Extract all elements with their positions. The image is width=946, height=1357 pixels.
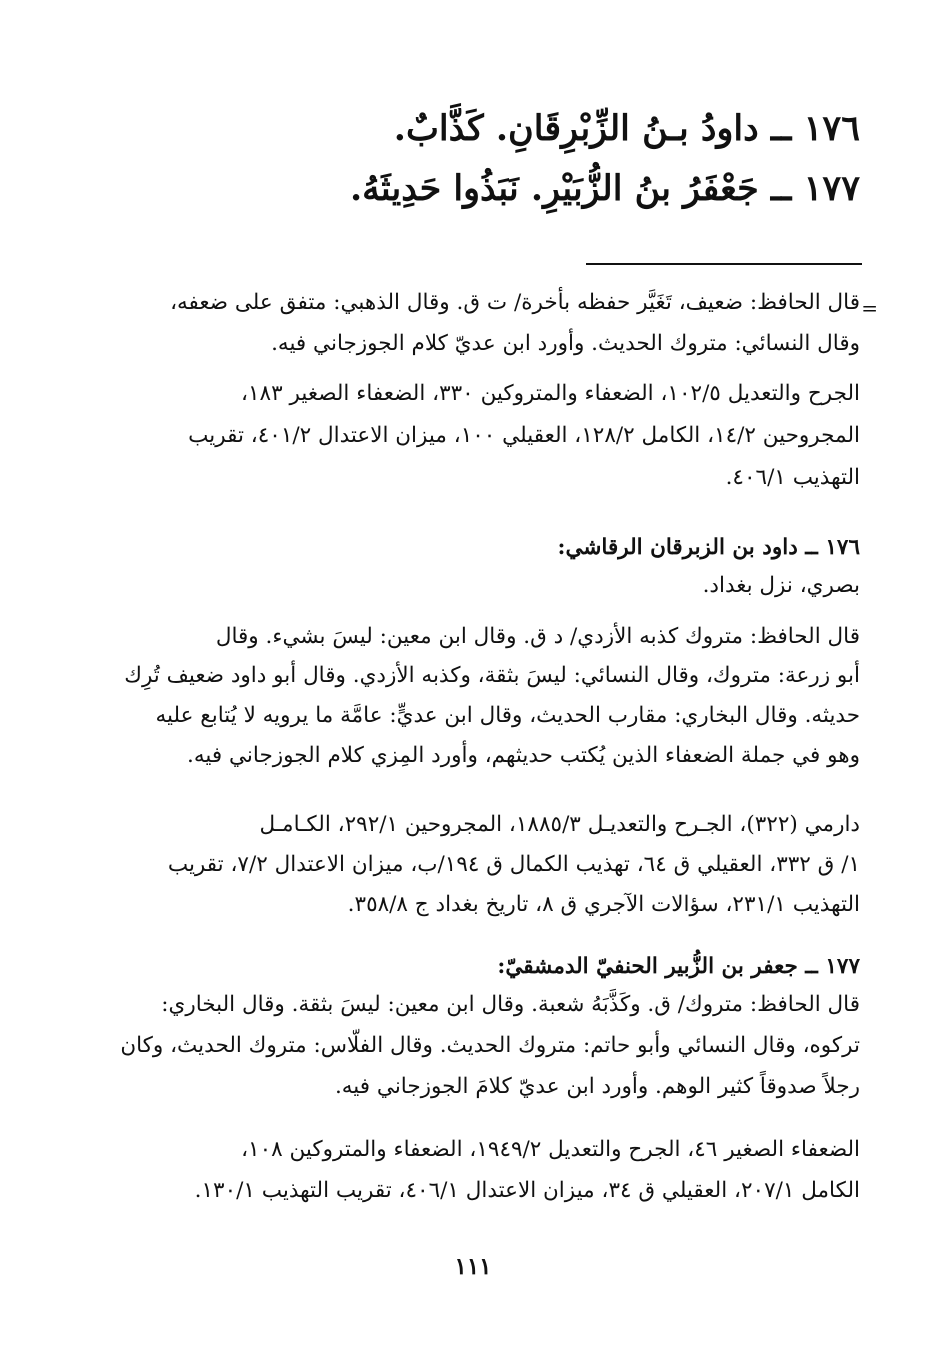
footnote-line: التهذيب ٢٣١/١، سؤالات الآجري ق ٨، تاريخ بغداد ج ٣٥٨/٨.	[347, 892, 860, 917]
main-entry-177: ١٧٧ ــ جَعْفَرُ بنُ الزُّبَيْرِ. نَبَذُوا حَدِيثَهُ.	[349, 168, 860, 209]
footnote-line: الجرح والتعديل ١٠٢/٥، الضعفاء والمتروكين ٣٣٠، الضعفاء الصغير ١٨٣،	[241, 381, 860, 406]
footnote-line: قال الحافظ: ضعيف، تَغَيَّر حفظه بأخرة/ ت ق. وقال الذهبي: متفق على ضعفه،	[170, 290, 860, 315]
footnote-line: وقال النسائي: متروك الحديث. وأورد ابن عديّ كلام الجوزجاني فيه.	[271, 331, 860, 356]
footnote-entry-heading-177: ١٧٧ ــ جعفر بن الزُّبير الحنفيّ الدمشقيّ:	[497, 954, 860, 979]
page-number: ١١١	[454, 1253, 492, 1280]
footnote-line: التهذيب ٤٠٦/١.	[725, 465, 860, 490]
footnote-line: الضعفاء الصغير ٤٦، الجرح والتعديل ١٩٤٩/٢، الضعفاء والمتروكين ١٠٨،	[241, 1137, 860, 1162]
footnote-line: بصري، نزل بغداد.	[702, 573, 860, 598]
footnote-line: وهو في جملة الضعفاء الذين يُكتب حديثهم، وأورد المِزي كلام الجوزجاني فيه.	[187, 743, 860, 768]
footnote-line: الكامل ٢٠٧/١، العقيلي ق ٣٤، ميزان الاعتدال ٤٠٦/١، تقريب التهذيب ١٣٠/١.	[194, 1178, 860, 1203]
footnote-line: تركوه، وقال النسائي وأبو حاتم: متروك الحديث. وقال الفلّاس: متروك الحديث، وكان	[120, 1033, 860, 1058]
footnote-line: قال الحافظ: متروك كذبه الأزدي/ د ق. وقال ابن معين: ليسَ بشيء. وقال	[215, 624, 860, 649]
footnote-line: رجلاً صدوقاً كثير الوهم. وأورد ابن عديّ كلامَ الجوزجاني فيه.	[334, 1074, 860, 1099]
footnote-line: المجروحين ١٤/٢، الكامل ١٢٨/٢، العقيلي ١٠٠، ميزان الاعتدال ٤٠١/٢، تقريب	[188, 423, 860, 448]
footnote-line: ١/ ق ٣٣٢، العقيلي ق ٦٤، تهذيب الكمال ق ١٩٤/ب، ميزان الاعتدال ٧/٢، تقريب	[167, 852, 860, 877]
footnote-line: حديثه. وقال البخاري: مقارب الحديث، وقال ابن عديٍّ: عامَّة ما يرويه لا يُتابع عليه	[155, 703, 860, 728]
main-entry-176: ١٧٦ ــ داودُ بـنُ الزِّبْرِقَانِ. كَذَّابٌ.	[393, 108, 860, 149]
footnote-line: قال الحافظ: متروك/ ق. وكَذَّبَهُ شعبة. وقال ابن معين: ليسَ بثقة. وقال البخاري:	[161, 992, 860, 1017]
footnote-line: أبو زرعة: متروك، وقال النسائي: ليسَ بثقة، وكذبه الأزدي. وقال أبو داود ضعيف تُرِك	[124, 663, 860, 688]
footnote-separator	[586, 263, 862, 265]
footnote-line: دارمي (٣٢٢)، الجـرح والتعديـل ١٨٨٥/٣، المجروحين ٢٩٢/١، الكـامـل	[259, 812, 860, 837]
footnote-continuation-marker: =	[861, 296, 878, 320]
footnote-entry-heading-176: ١٧٦ ــ داود بن الزبرقان الرقاشي:	[557, 535, 860, 560]
